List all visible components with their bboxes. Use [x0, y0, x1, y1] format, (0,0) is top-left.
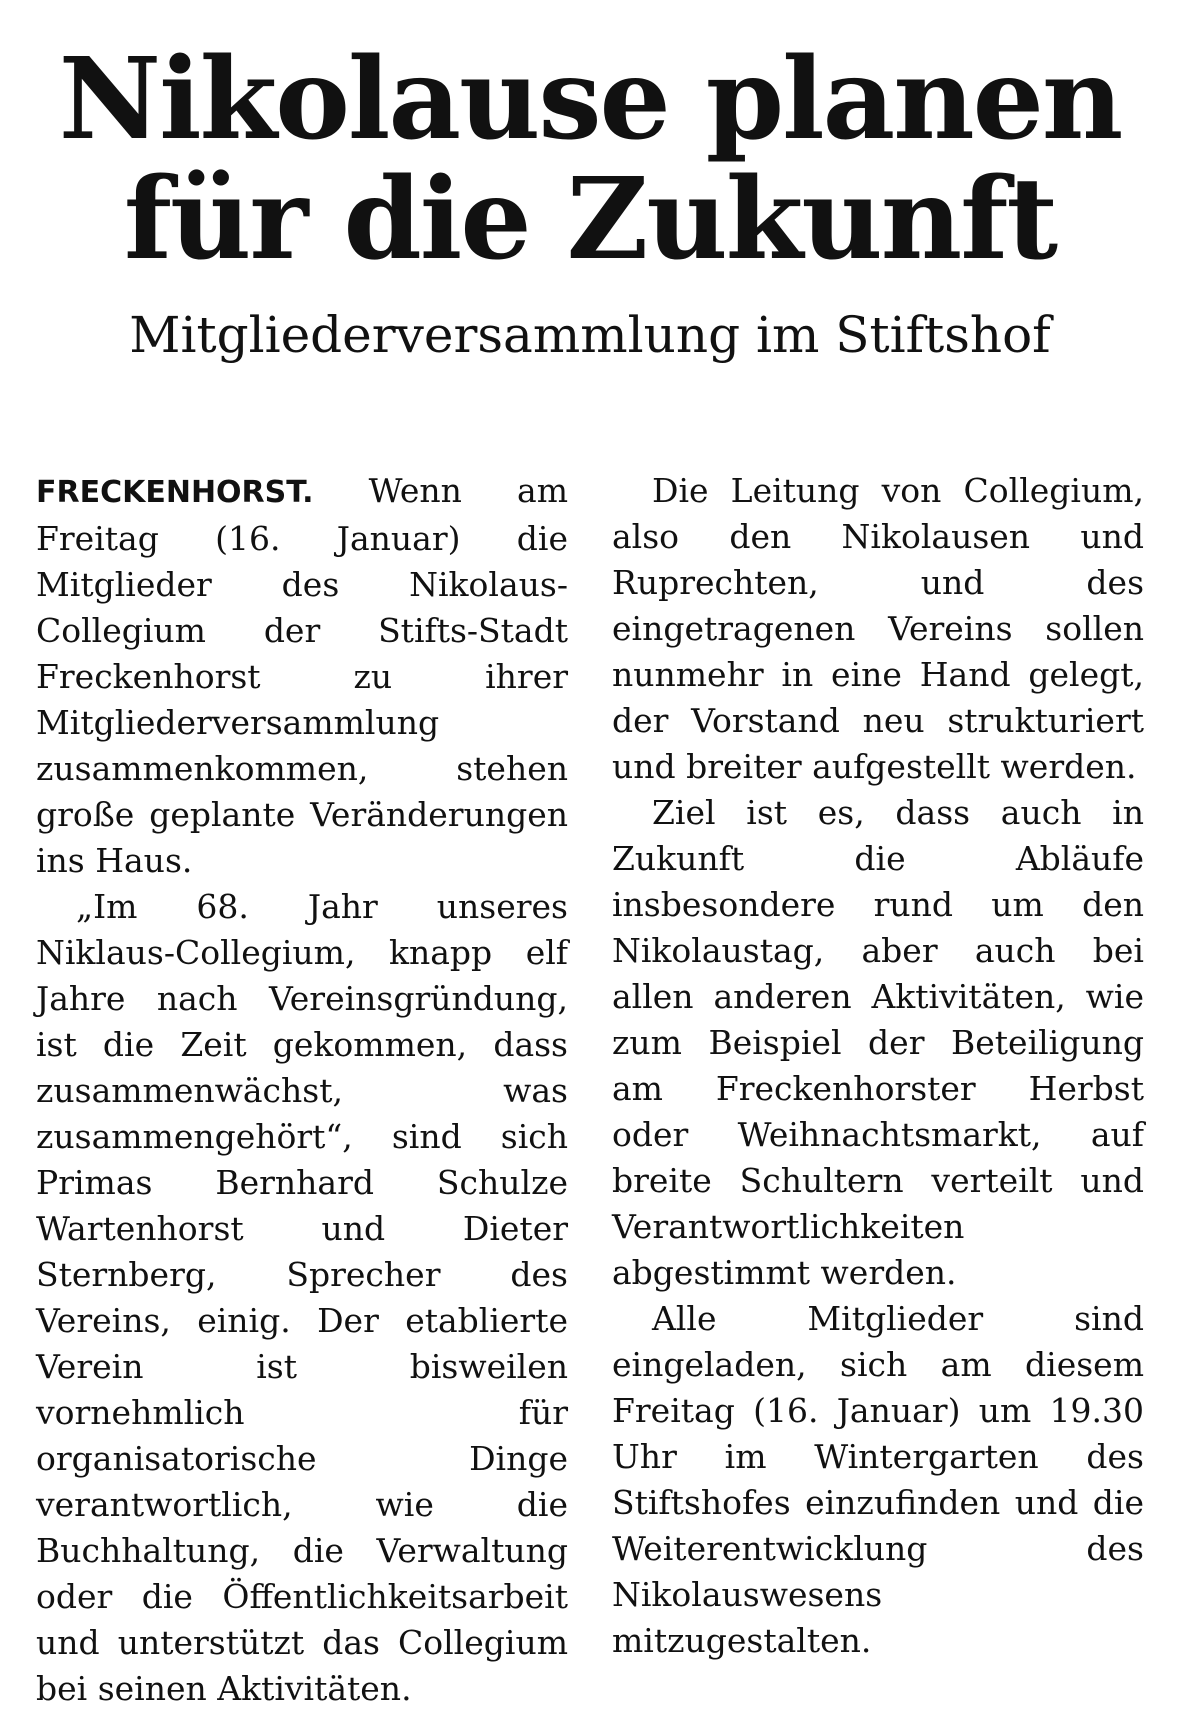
paragraph: „Im 68. Jahr unseres Niklaus-Collegium, knapp elf Jahre nach Vereinsgründung, ist die Zeit gekommen, dass zusammenwächst, was zusammengehört“, sind sich Primas Bernhard Schulze Wartenhorst und Dieter Sternberg, Sprecher des Vereins, einig. Der etablierte Verein ist bisweilen vornehmlich für organisatorische Dinge verantwortlich, wie die Buchhaltung, die Verwaltung oder die Öffentlichkeitsarbeit und unterstützt das Collegium bei seinen Aktivitäten.	[36, 887, 568, 1708]
article-body	[36, 468, 1144, 1712]
column-left	[36, 468, 568, 1712]
column-right	[612, 468, 1144, 1712]
subheadline: Mitgliederversammlung im Stiftshof	[129, 306, 1051, 364]
paragraph: Ziel ist es, dass auch in Zukunft die Abläufe insbesondere rund um den Nikolaustag, aber auch bei allen anderen Aktivitäten, wie zum Beispiel der Beteiligung am Freckenhorster Herbst oder Weihnachtsmarkt, auf breite Schultern verteilt und Verantwortlichkeiten abgestimmt werden.	[612, 793, 1144, 1292]
headline-line-1: Nikolause planen	[58, 34, 1122, 165]
paragraph	[36, 468, 568, 884]
paragraph: Die Leitung von Collegium, also den Nikolausen und Ruprechten, und des eingetragenen Vereins sollen nunmehr in eine Hand gelegt, der Vorstand neu strukturiert und breiter aufgestellt werden.	[612, 471, 1144, 786]
dateline: FRECKENHORST.	[36, 475, 314, 510]
headline-line-2: für die Zukunft	[123, 154, 1057, 285]
headline	[36, 34, 1144, 285]
paragraph: Alle Mitglieder sind eingeladen, sich am diesem Freitag (16. Januar) um 19.30 Uhr im Wintergarten des Stiftshofes einzufinden und die Weiterentwicklung des Nikolauswesens mitzugestalten.	[612, 1299, 1144, 1660]
paragraph-text: Wenn am Freitag (16. Januar) die Mitglieder des Nikolaus-Collegium der Stifts-Stadt Freckenhorst zu ihrer Mitgliederversammlung zusammenkommen, stehen große geplante Veränderungen ins Haus.	[36, 471, 568, 880]
